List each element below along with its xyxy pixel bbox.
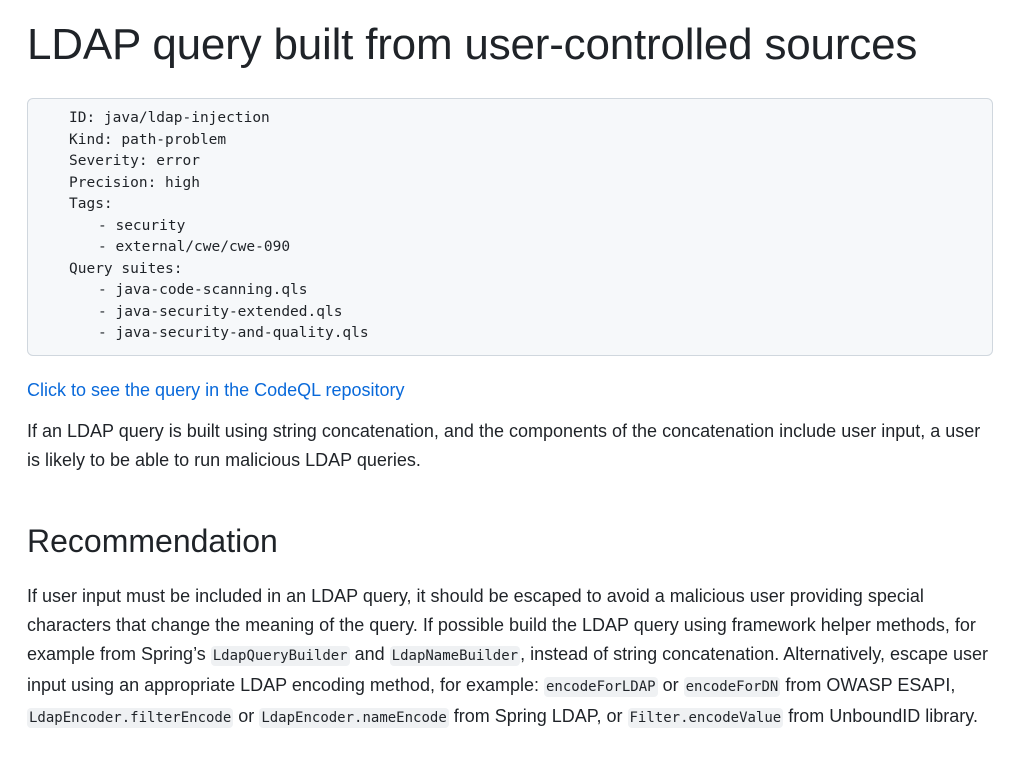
inline-code: encodeForLDAP	[546, 679, 656, 695]
inline-code: LdapNameBuilder	[391, 648, 519, 664]
recommendation-text: , instead of string concatenation. Alternatively, escape user input using an appropriate LDAP encoding method, for example:	[27, 644, 989, 695]
metadata-tag-item: - external/cwe/cwe-090	[98, 239, 291, 255]
page-title: LDAP query built from user-controlled sources	[27, 20, 918, 69]
metadata-suite-item: - java-security-extended.qls	[98, 303, 343, 320]
inline-code: Filter.encodeValue	[629, 710, 782, 726]
metadata-suite-item: - java-code-scanning.qls	[98, 282, 308, 298]
recommendation-text: from OWASP ESAPI,	[780, 675, 956, 695]
inline-code: LdapEncoder.nameEncode	[261, 710, 447, 726]
recommendation-heading: Recommendation	[27, 523, 278, 559]
recommendation-text: or	[657, 675, 684, 695]
metadata-suite-item: - java-security-and-quality.qls	[98, 325, 369, 341]
metadata-tag-item: - security	[98, 217, 186, 234]
codeql-repository-link[interactable]: Click to see the query in the CodeQL repository	[27, 380, 405, 400]
recommendation-text: If user input must be included in an LDAP query, it should be escaped to avoid a malicious user providing special characters that change the meaning of the query. If possible build the LDAP query using framework helper methods, for example from Spring’s	[27, 586, 976, 664]
recommendation-text: and	[349, 644, 390, 664]
metadata-suites-label: Query suites:	[69, 260, 183, 277]
recommendation-paragraph	[27, 582, 993, 733]
intro-paragraph: If an LDAP query is built using string concatenation, and the components of the concatenation include user input, a user is likely to be able to run malicious LDAP queries.	[27, 421, 981, 470]
query-metadata-block	[27, 98, 993, 356]
recommendation-text: or	[233, 706, 260, 726]
article	[27, 0, 993, 733]
metadata-precision: Precision: high	[69, 174, 200, 191]
inline-code: LdapQueryBuilder	[212, 648, 348, 664]
inline-code: encodeForDN	[685, 679, 779, 695]
inline-code: LdapEncoder.filterEncode	[29, 710, 232, 726]
recommendation-text: from UnboundID library.	[783, 706, 978, 726]
metadata-id: ID: java/ldap-injection	[69, 110, 270, 126]
recommendation-text: from Spring LDAP, or	[448, 706, 628, 726]
metadata-severity: Severity: error	[69, 153, 200, 169]
metadata-tags-label: Tags:	[69, 196, 113, 212]
metadata-kind: Kind: path-problem	[69, 131, 227, 148]
